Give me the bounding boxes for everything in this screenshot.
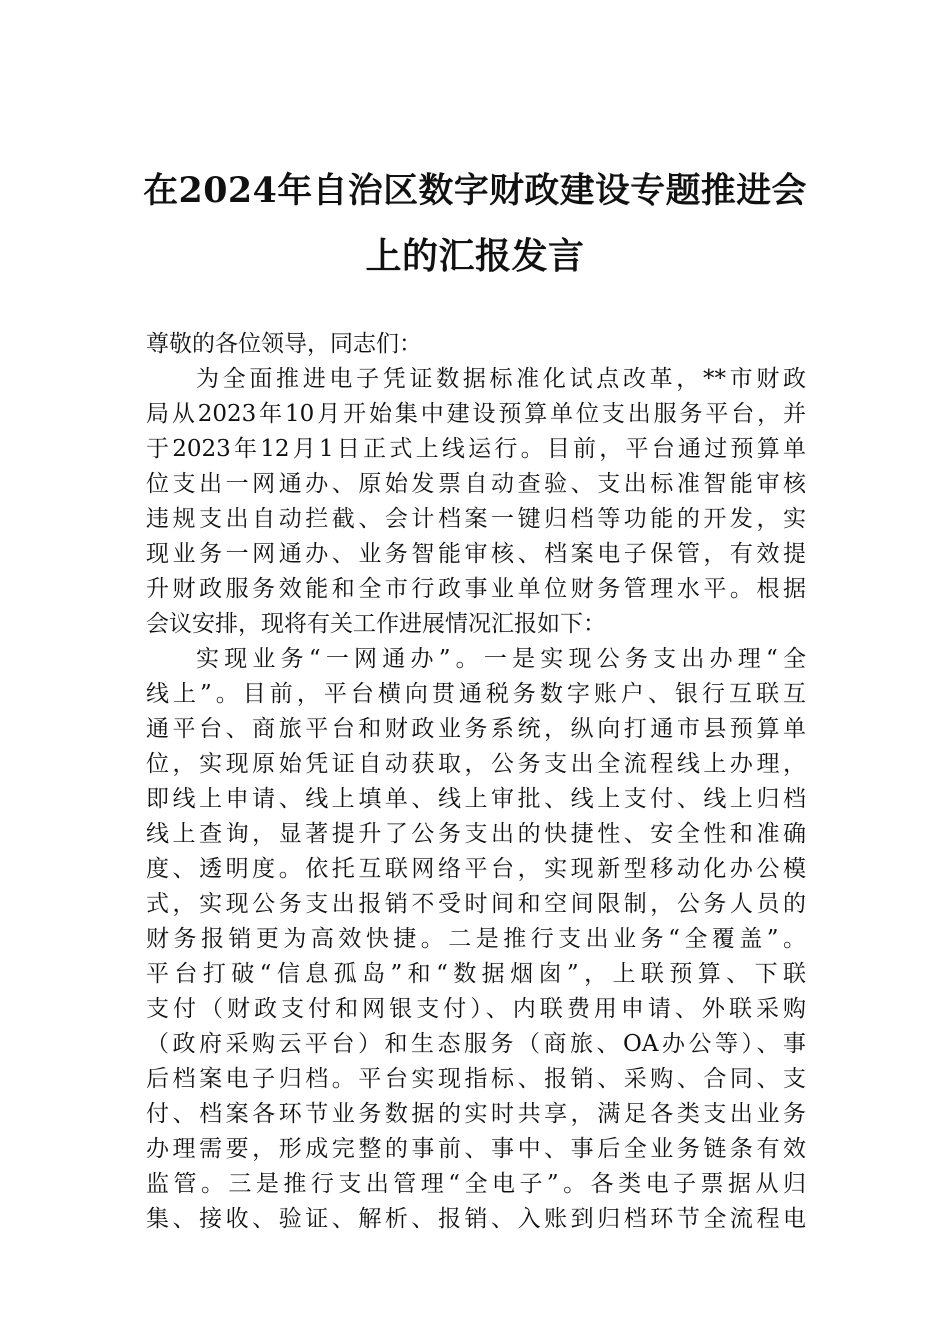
- body-line: 通平台、商旅平台和财政业务系统，纵向打通市县预算单: [146, 716, 806, 742]
- body-line: 式，实现公务支出报销不受时间和空间限制，公务人员的: [146, 891, 806, 917]
- document-title-line-1: 在2024年自治区数字财政建设专题推进会: [143, 170, 807, 211]
- body-line: 线上查询，显著提升了公务支出的快捷性、安全性和准确: [146, 821, 806, 847]
- body-line: 支付（财政支付和网银支付）、内联费用申请、外联采购: [146, 996, 806, 1022]
- body-line: 局从2023年10月开始集中建设预算单位支出服务平台，并: [146, 401, 806, 427]
- body-line: 为全面推进电子凭证数据标准化试点改革，**市财政: [196, 366, 806, 392]
- body-line: 现业务一网通办、业务智能审核、档案电子保管，有效提: [146, 541, 806, 567]
- body-line: 违规支出自动拦截、会计档案一键归档等功能的开发，实: [146, 506, 806, 532]
- body-line: 办理需要，形成完整的事前、事中、事后全业务链条有效: [146, 1136, 806, 1162]
- body-line: 线上”。目前，平台横向贯通税务数字账户、银行互联互: [146, 681, 806, 707]
- body-line: 升财政服务效能和全市行政事业单位财务管理水平。根据: [146, 576, 806, 602]
- body-line: 即线上申请、线上填单、线上审批、线上支付、线上归档: [146, 786, 806, 812]
- salutation: 尊敬的各位领导，同志们：: [146, 331, 422, 357]
- body-line: 位，实现原始凭证自动获取，公务支出全流程线上办理，: [146, 751, 806, 777]
- body-line: 监管。三是推行支出管理“全电子”。各类电子票据从归: [146, 1171, 806, 1197]
- body-line: 实现业务“一网通办”。一是实现公务支出办理“全: [196, 646, 806, 672]
- body-line: 会议安排，现将有关工作进展情况汇报如下：: [146, 611, 606, 637]
- body-line: 财务报销更为高效快捷。二是推行支出业务“全覆盖”。: [146, 926, 806, 952]
- body-line: 集、接收、验证、解析、报销、入账到归档环节全流程电: [146, 1206, 806, 1232]
- body-line: 度、透明度。依托互联网络平台，实现新型移动化办公模: [146, 856, 806, 882]
- document-title-line-2: 上的汇报发言: [365, 235, 585, 277]
- body-line: 位支出一网通办、原始发票自动查验、支出标准智能审核: [146, 471, 806, 497]
- body-line: 平台打破“信息孤岛”和“数据烟囱”，上联预算、下联: [146, 961, 806, 987]
- body-line: 于2023年12月1日正式上线运行。目前，平台通过预算单: [146, 436, 806, 462]
- body-line: 付、档案各环节业务数据的实时共享，满足各类支出业务: [146, 1101, 806, 1127]
- body-line: （政府采购云平台）和生态服务（商旅、OA办公等）、事: [146, 1031, 806, 1057]
- body-line: 后档案电子归档。平台实现指标、报销、采购、合同、支: [146, 1066, 806, 1092]
